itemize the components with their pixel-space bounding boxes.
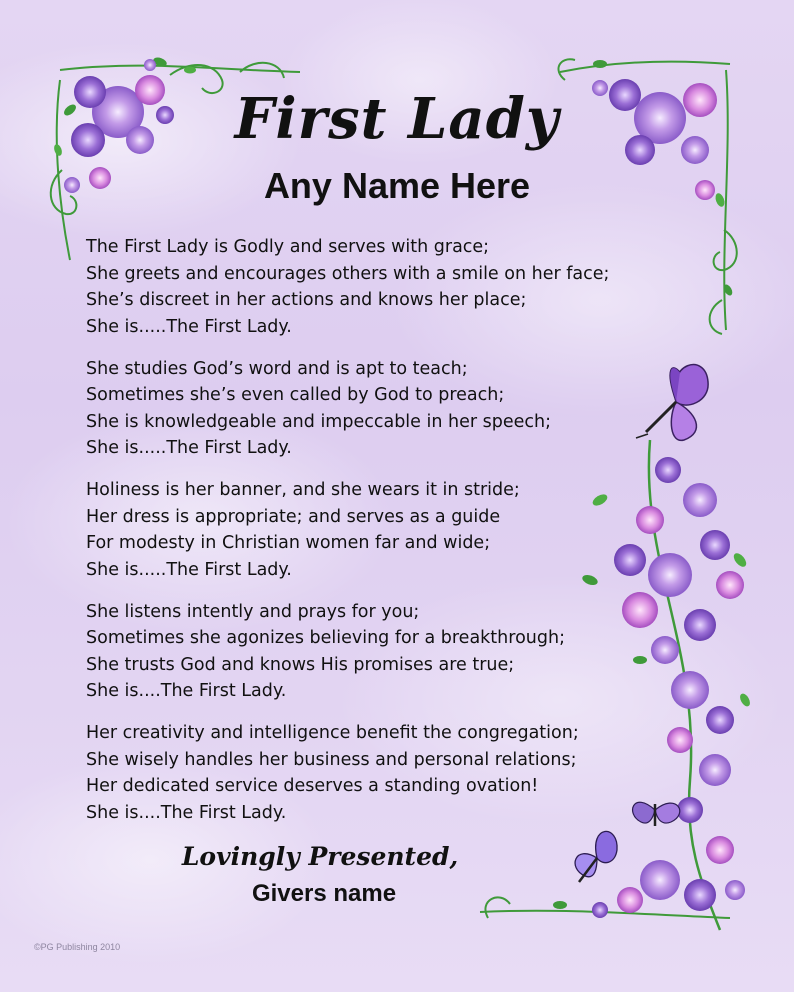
poem-line: Sometimes she agonizes believing for a breakthrough; [86, 628, 565, 648]
poem-stanza [86, 356, 686, 462]
poem-line: Holiness is her banner, and she wears it in stride; [86, 480, 520, 500]
poem-line: She wisely handles her business and personal relations; [86, 749, 577, 770]
poem-line: She is....The First Lady. [86, 802, 287, 823]
poem-line: She listens intently and prays for you; [86, 601, 420, 622]
poem-line: She is knowledgeable and impeccable in her speech; [86, 411, 551, 432]
poem-line: She is....The First Lady. [86, 681, 287, 701]
poem-line: Her dedicated service deserves a standing ovation! [86, 776, 539, 796]
poem-line: Her dress is appropriate; and serves as a guide [86, 506, 501, 527]
poem-line: Her creativity and intelligence benefit the congregation; [86, 723, 579, 743]
copyright-notice: ©PG Publishing 2010 [34, 942, 121, 952]
poem-line: For modesty in Christian women far and wide; [86, 533, 491, 553]
poem-body [86, 234, 686, 842]
page-title: First Lady [234, 86, 560, 152]
poem-line: She greets and encourages others with a smile on her face; [86, 263, 610, 284]
closing-line: Lovingly Presented, [181, 842, 459, 871]
giver-name: Givers name [251, 880, 397, 907]
poem-stanza [86, 477, 686, 583]
poem-line: The First Lady is Godly and serves with grace; [86, 237, 490, 257]
poem-line: She trusts God and knows His promises are true; [86, 654, 515, 675]
poem-line: She is.....The First Lady. [86, 438, 292, 458]
poem-stanza [86, 234, 686, 340]
poem-line: She studies God’s word and is apt to teach; [86, 358, 468, 379]
poem-line: She’s discreet in her actions and knows her place; [86, 290, 527, 310]
honoree-name: Any Name Here [263, 165, 531, 206]
poem-line: She is.....The First Lady. [86, 316, 292, 337]
poem-stanza [86, 720, 686, 826]
poem-stanza [86, 599, 686, 705]
poem-line: Sometimes she’s even called by God to preach; [86, 385, 505, 405]
poem-line: She is.....The First Lady. [86, 559, 292, 580]
